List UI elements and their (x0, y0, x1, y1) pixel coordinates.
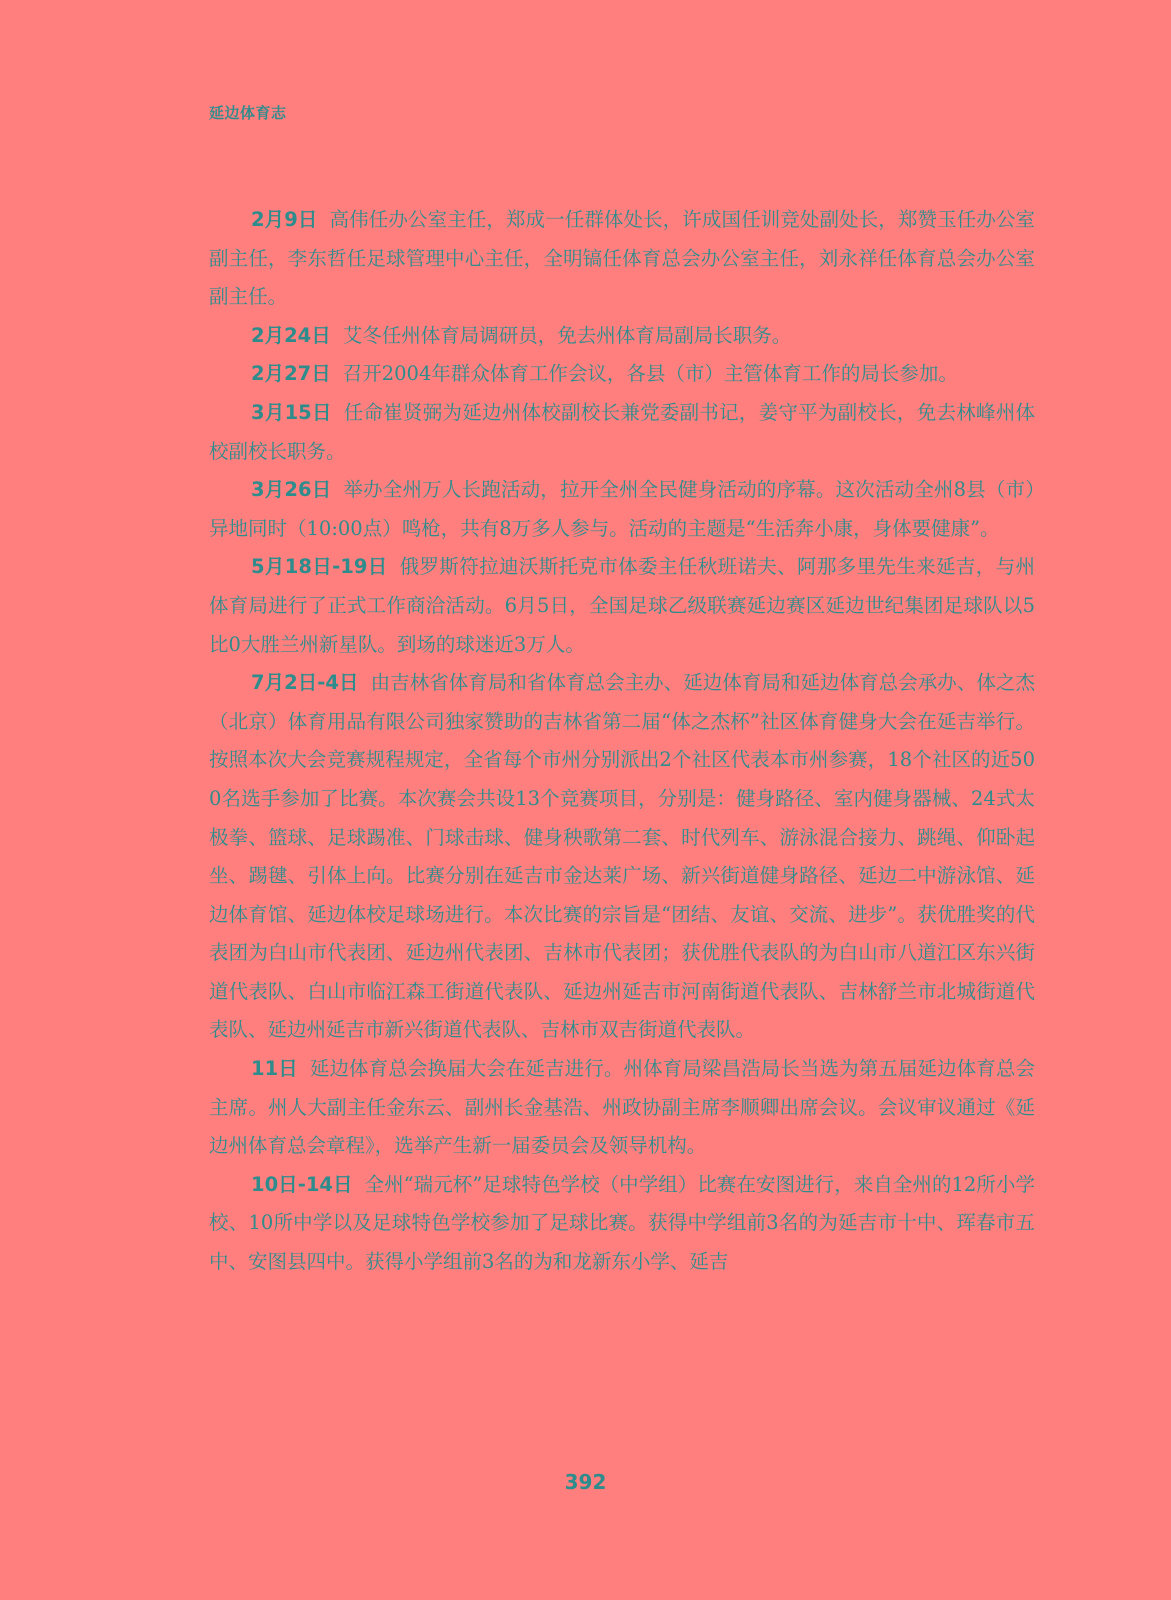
body-text (209, 201, 1035, 1282)
entry-date: 3月26日 (251, 478, 332, 502)
entry-paragraph (209, 317, 1035, 356)
entry-paragraph (209, 548, 1035, 664)
entry-date: 10日-14日 (251, 1172, 353, 1196)
running-header: 延边体育志 (209, 104, 287, 122)
entry-date: 11日 (251, 1057, 298, 1081)
entry-date: 2月9日 (251, 208, 318, 231)
entry-paragraph (209, 201, 1035, 317)
entry-text: 由吉林省体育局和省体育总会主办、延边体育局和延边体育总会承办、体之杰（北京）体育用品有限公司独家赞助的吉林省第二届“体之杰杯”社区体育健身大会在延吉举行。按照本次大会竞赛规程规定，全省每个市州分别派出2个社区代表本市州参赛，18个社区的近500名选手参加了比赛。本次赛会共设13个竞赛项目，分别是：健身路径、室内健身器械、24式太极拳、篮球、足球踢准、门球击球、健身秧歌第二套、时代列车、游泳混合接力、跳绳、仰卧起坐、踢毽、引体上向。比赛分别在延吉市金达莱广场、新兴街道健身路径、延边二中游泳馆、延边体育馆、延边体校足球场进行。本次比赛的宗旨是“团结、友谊、交流、进步”。获优胜奖的代表团为白山市代表团、延边州代表团、吉林市代表团；获优胜代表队的为白山市八道江区东兴街道代表队、白山市临江森工街道代表队、延边州延吉市河南街道代表队、吉林舒兰市北城街道代表队、延边州延吉市新兴街道代表队、吉林市双吉街道代表队。 (209, 671, 1035, 1042)
page-number: 392 (564, 1470, 607, 1494)
entry-paragraph (209, 355, 1035, 394)
entry-text: 艾冬任州体育局调研员，免去州体育局副局长职务。 (342, 323, 792, 347)
entry-text: 俄罗斯符拉迪沃斯托克市体委主任秋班诺夫、阿那多里先生来延吉，与州体育局进行了正式工作商洽活动。6月5日，全国足球乙级联赛延边赛区延边世纪集团足球队以5比0大胜兰州新星队。到场的球迷近3万人。 (209, 555, 1035, 656)
entry-paragraph (209, 664, 1035, 1050)
entry-date: 7月2日-4日 (251, 671, 359, 695)
entry-paragraph (209, 394, 1035, 471)
entry-date: 5月18日-19日 (251, 555, 388, 579)
entry-text: 任命崔贤弼为延边州体校副校长兼党委副书记，姜守平为副校长，免去林峰州体校副校长职务。 (209, 400, 1035, 463)
entry-paragraph (209, 1166, 1035, 1282)
entry-paragraph (209, 471, 1035, 548)
entry-paragraph (209, 1050, 1035, 1166)
entry-text: 全州“瑞元杯”足球特色学校（中学组）比赛在安图进行，来自全州的12所小学校、10所中学以及足球特色学校参加了足球比赛。获得中学组前3名的为延吉市十中、珲春市五中、安图县四中。获得小学组前3名的为和龙新东小学、延吉 (209, 1172, 1035, 1274)
entry-date: 2月24日 (251, 323, 331, 347)
entry-text: 延边体育总会换届大会在延吉进行。州体育局梁昌浩局长当选为第五届延边体育总会主席。州人大副主任金东云、副州长金基浩、州政协副主席李顺卿出席会议。会议审议通过《延边州体育总会章程》，选举产生新一届委员会及领导机构。 (209, 1057, 1035, 1158)
entry-text: 高伟任办公室主任，郑成一任群体处长，许成国任训竞处副处长，郑赞玉任办公室副主任，李东哲任足球管理中心主任，全明镐任体育总会办公室主任，刘永祥任体育总会办公室副主任。 (209, 208, 1035, 309)
entry-text: 举办全州万人长跑活动，拉开全州全民健身活动的序幕。这次活动全州8县（市）异地同时（10:00点）鸣枪，共有8万多人参与。活动的主题是“生活奔小康，身体要健康”。 (209, 478, 1035, 540)
entry-date: 2月27日 (251, 362, 331, 386)
entry-text: 召开2004年群众体育工作会议，各县（市）主管体育工作的局长参加。 (342, 362, 958, 386)
entry-date: 3月15日 (251, 400, 332, 424)
